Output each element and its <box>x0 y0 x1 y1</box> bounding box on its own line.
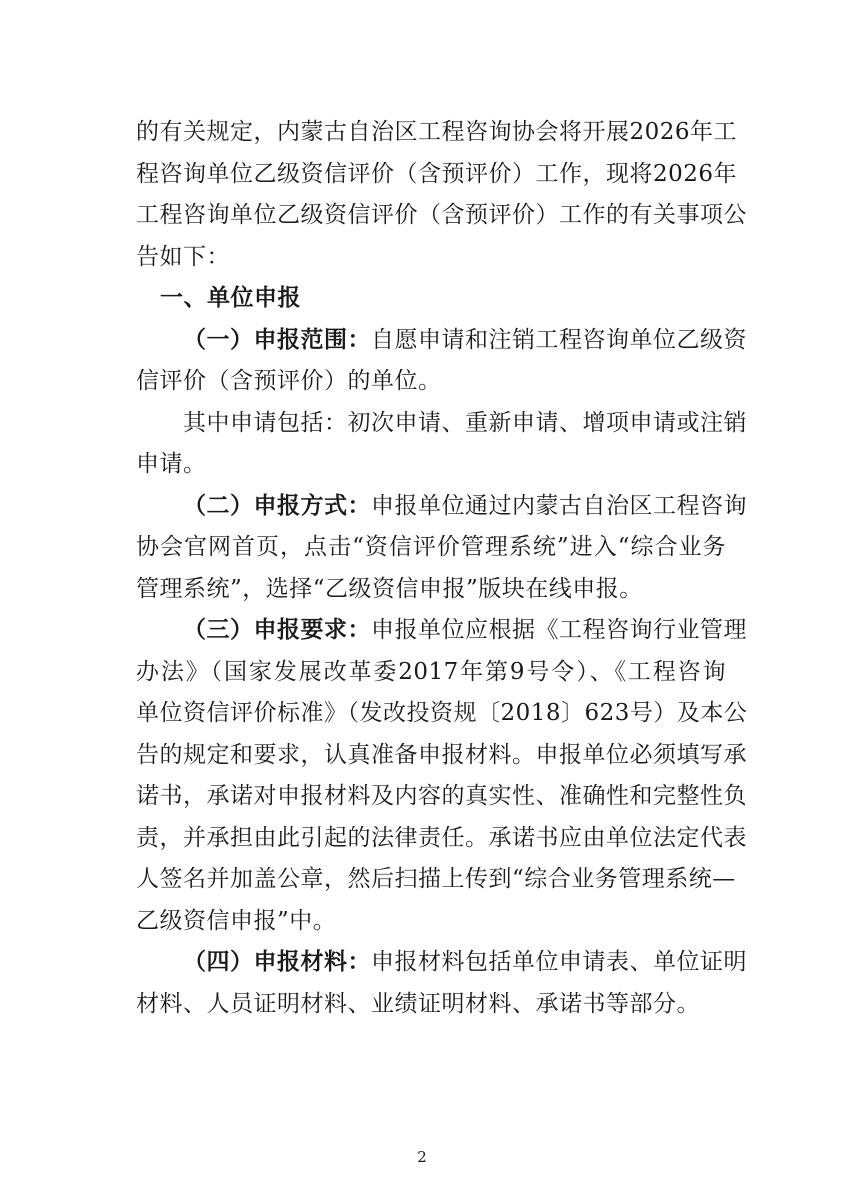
paragraph-4-4: 告的规定和要求，认真准备申报材料。申报单位必须填写承 <box>136 742 747 768</box>
paragraph-3-2: 协会官网首页，点击“资信评价管理系统”进入“综合业务 <box>136 534 726 560</box>
body-line-2: 程咨询单位乙级资信评价（含预评价）工作，现将2026年 <box>136 161 738 187</box>
paragraph-3-3: 管理系统”，选择“乙级资信申报”版块在线申报。 <box>136 576 643 602</box>
paragraph-4-2: 办法》（国家发展改革委2017年第9号令）、《工程咨询 <box>136 659 726 685</box>
paragraph-5-2: 材料、人员证明材料、业绩证明材料、承诺书等部分。 <box>136 991 700 1017</box>
paragraph-2-2: 申请。 <box>136 451 207 477</box>
subheading-scope: （一）申报范围： <box>183 326 371 353</box>
body-line-3: 工程咨询单位乙级资信评价（含预评价）工作的有关事项公 <box>136 202 747 228</box>
paragraph-3-1-text: 申报单位通过内蒙古自治区工程咨询 <box>371 493 747 519</box>
paragraph-1-1 <box>183 325 747 355</box>
body-line-4: 告如下： <box>136 244 230 270</box>
section-heading-1: 一、单位申报 <box>160 284 301 311</box>
paragraph-5-1-text: 申报材料包括单位申请表、单位证明 <box>371 949 747 975</box>
body-line-1: 的有关规定，内蒙古自治区工程咨询协会将开展2026年工 <box>136 119 738 145</box>
paragraph-1-2: 信评价（含预评价）的单位。 <box>136 368 442 394</box>
paragraph-5-1 <box>183 947 747 977</box>
paragraph-4-5: 诺书，承诺对申报材料及内容的真实性、准确性和完整性负 <box>136 783 747 809</box>
page-number: 2 <box>417 1148 427 1166</box>
paragraph-4-8: 乙级资信申报”中。 <box>136 908 337 934</box>
subheading-method: （二）申报方式： <box>183 492 371 519</box>
subheading-requirements: （三）申报要求： <box>183 616 371 643</box>
paragraph-4-1 <box>183 615 747 645</box>
paragraph-3-1 <box>183 491 747 521</box>
paragraph-4-1-text: 申报单位应根据《工程咨询行业管理 <box>371 617 747 643</box>
paragraph-2-1: 其中申请包括：初次申请、重新申请、增项申请或注销 <box>183 410 747 436</box>
subheading-materials: （四）申报材料： <box>183 948 371 975</box>
paragraph-4-6: 责，并承担由此引起的法律责任。承诺书应由单位法定代表 <box>136 825 747 851</box>
paragraph-4-7: 人签名并加盖公章，然后扫描上传到“综合业务管理系统— <box>136 866 736 892</box>
paragraph-1-1-text: 自愿申请和注销工程咨询单位乙级资 <box>371 327 747 353</box>
paragraph-4-3: 单位资信评价标准》（发改投资规〔2018〕623号）及本公 <box>136 700 748 726</box>
